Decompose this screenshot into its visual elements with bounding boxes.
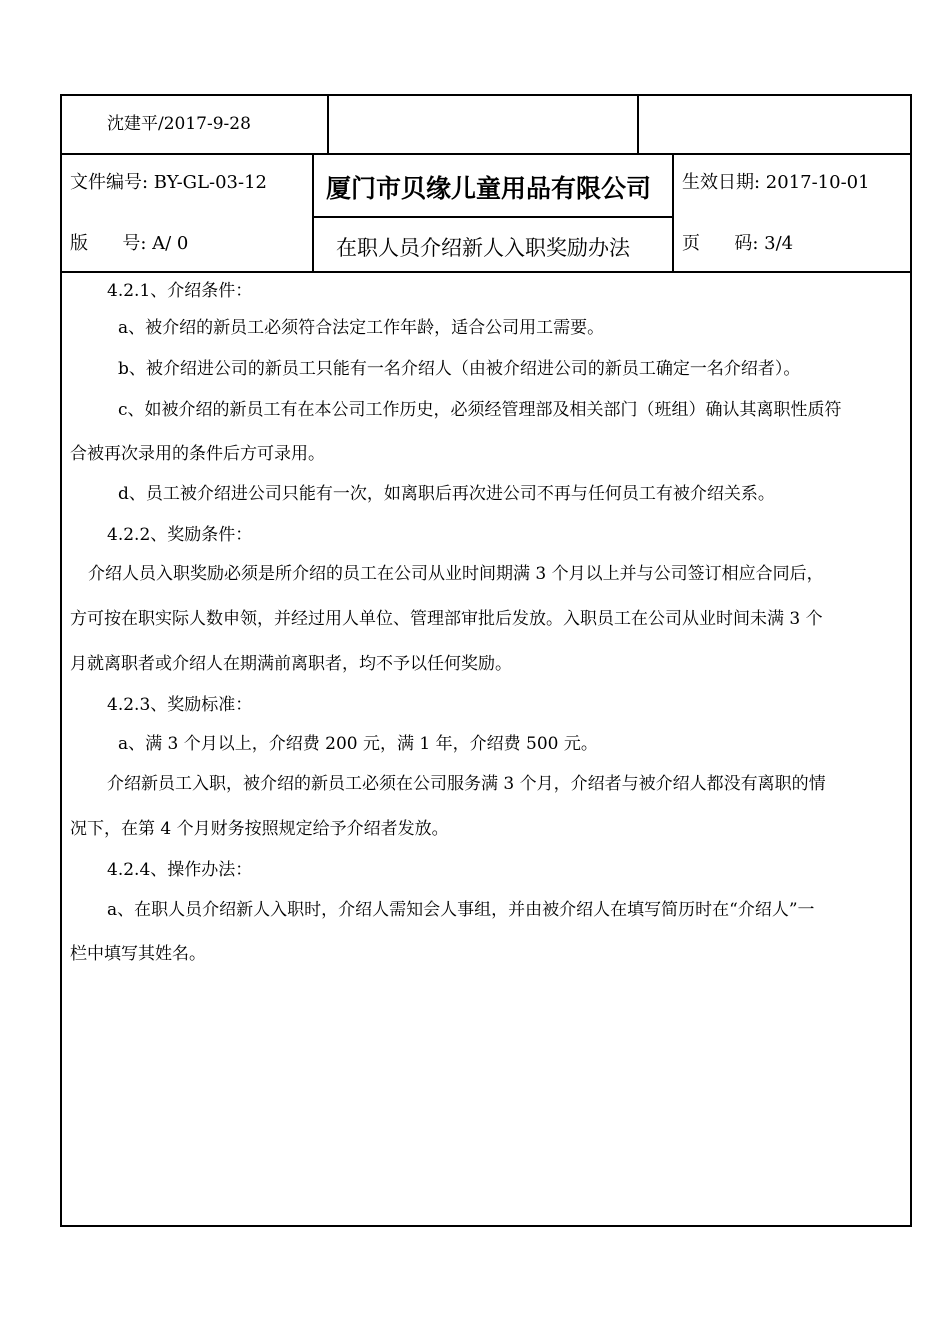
approval-row-divider-1 bbox=[327, 94, 329, 154]
page-number: 页 码: 3/4 bbox=[682, 233, 794, 254]
company-name: 厦门市贝缘儿童用品有限公司 bbox=[326, 174, 652, 203]
section-4-2-4-item-a-line-2: 栏中填写其姓名。 bbox=[70, 944, 206, 964]
section-4-2-1-item-a: a、被介绍的新员工必须符合法定工作年龄，适合公司用工需要。 bbox=[118, 318, 605, 338]
section-4-2-3-heading: 4.2.3、奖励标准： bbox=[107, 695, 253, 715]
effective-date: 生效日期: 2017-10-01 bbox=[682, 172, 870, 193]
section-4-2-1-heading: 4.2.1、介绍条件： bbox=[107, 281, 253, 301]
section-4-2-3-item-a: a、满 3 个月以上，介绍费 200 元，满 1 年，介绍费 500 元。 bbox=[118, 734, 598, 754]
section-4-2-2-line-2: 方可按在职实际人数申领，并经过用人单位、管理部审批后发放。入职员工在公司从业时间未满 3 个 bbox=[70, 609, 823, 629]
section-4-2-3-para-line-1: 介绍新员工入职，被介绍的新员工必须在公司服务满 3 个月，介绍者与被介绍人都没有离职的情 bbox=[107, 774, 826, 794]
section-4-2-4-item-a-line-1: a、在职人员介绍新人入职时，介绍人需知会人事组，并由被介绍人在填写简历时在“介绍人”一 bbox=[107, 900, 815, 920]
approval-row-divider-2 bbox=[637, 94, 639, 154]
section-4-2-1-item-d: d、员工被介绍进公司只能有一次，如离职后再次进公司不再与任何员工有被介绍关系。 bbox=[118, 484, 775, 504]
section-4-2-1-item-c-line-1: c、如被介绍的新员工有在本公司工作历史，必须经管理部及相关部门（班组）确认其离职性质符 bbox=[118, 400, 842, 420]
section-4-2-1-item-c-line-2: 合被再次录用的条件后方可录用。 bbox=[70, 444, 325, 464]
section-4-2-2-line-3: 月就离职者或介绍人在期满前离职者，均不予以任何奖励。 bbox=[70, 654, 512, 674]
approver-signature: 沈建平/2017-9-28 bbox=[107, 114, 251, 134]
section-4-2-4-heading: 4.2.4、操作办法： bbox=[107, 860, 253, 880]
section-4-2-1-item-b: b、被介绍进公司的新员工只能有一名介绍人（由被介绍进公司的新员工确定一名介绍者）。 bbox=[118, 359, 801, 379]
header-rule-2 bbox=[60, 271, 912, 273]
section-4-2-3-para-line-2: 况下，在第 4 个月财务按照规定给予介绍者发放。 bbox=[70, 819, 449, 839]
header-rule-1 bbox=[60, 153, 912, 155]
document-title: 在职人员介绍新人入职奖励办法 bbox=[336, 236, 630, 260]
title-cell-left-border bbox=[312, 153, 314, 272]
section-4-2-2-line-1: 介绍人员入职奖励必须是所介绍的员工在公司从业时间期满 3 个月以上并与公司签订相应合同后， bbox=[88, 564, 824, 584]
title-cell-inner-rule bbox=[314, 216, 672, 218]
title-cell-right-border bbox=[672, 153, 674, 272]
document-number: 文件编号: BY-GL-03-12 bbox=[70, 172, 267, 193]
section-4-2-2-heading: 4.2.2、奖励条件： bbox=[107, 525, 253, 545]
version-number: 版 号: A/ 0 bbox=[70, 233, 189, 254]
